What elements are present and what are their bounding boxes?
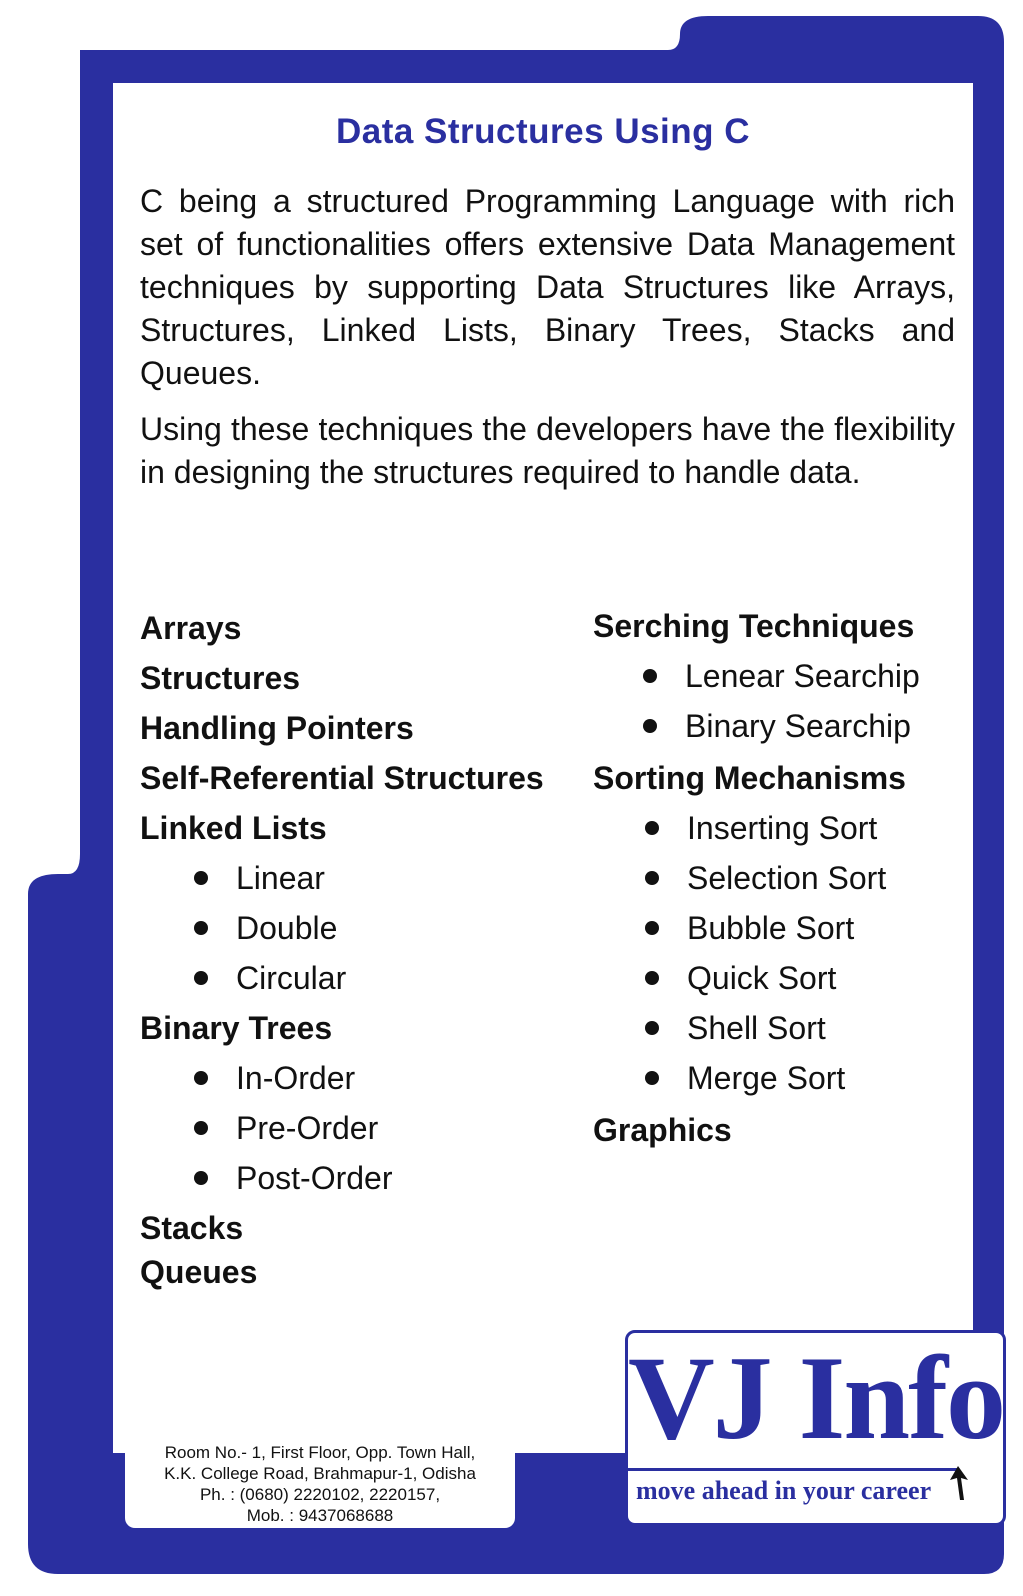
list-item: Binary Searchip — [643, 708, 911, 745]
bullet-icon — [645, 821, 659, 835]
list-item: Inserting Sort — [645, 810, 877, 847]
logo: VJ Info — [628, 1331, 1005, 1464]
intro-paragraph-1: C being a structured Programming Language with rich set of functionalities offers extensive Data Management techniques by supporting Data Structures like Arrays, Structures, Linked Lists, Binary Trees, Stacks and Queues. — [140, 183, 955, 391]
list-item: Post-Order — [194, 1160, 392, 1197]
bullet-icon — [194, 1121, 208, 1135]
bullet-icon — [194, 1171, 208, 1185]
bullet-icon — [194, 871, 208, 885]
logo-divider — [628, 1468, 958, 1471]
address-line: K.K. College Road, Brahmapur-1, Odisha — [164, 1464, 476, 1483]
bullet-icon — [645, 971, 659, 985]
bullet-icon — [645, 871, 659, 885]
list-item: Selection Sort — [645, 860, 886, 897]
mobile-line: Mob. : 9437068688 — [246, 1506, 394, 1525]
list-item: Lenear Searchip — [643, 658, 920, 695]
bullet-icon — [643, 719, 657, 733]
topic-arrays: Arrays — [140, 610, 242, 646]
list-item: In-Order — [194, 1060, 355, 1097]
arrow-up-icon — [948, 1466, 970, 1500]
list-item: Double — [194, 910, 337, 947]
page-title: Data Structures Using C — [335, 112, 751, 151]
bullet-icon — [194, 921, 208, 935]
topic-graphics: Graphics — [593, 1112, 732, 1148]
topic-structures: Structures — [140, 660, 301, 696]
topic-searching: Serching Techniques — [593, 608, 915, 644]
topic-queues: Queues — [140, 1254, 258, 1290]
bullet-icon — [645, 1071, 659, 1085]
list-item: Linear — [194, 860, 325, 897]
list-item: Pre-Order — [194, 1110, 378, 1147]
bullet-icon — [194, 1071, 208, 1085]
bullet-icon — [645, 1021, 659, 1035]
bullet-icon — [194, 971, 208, 985]
bullet-icon — [643, 669, 657, 683]
topic-linked-lists: Linked Lists — [140, 810, 327, 846]
list-item: Shell Sort — [645, 1010, 826, 1047]
address-block — [125, 1442, 515, 1528]
list-item: Quick Sort — [645, 960, 836, 997]
topic-self-referential: Self-Referential Structures — [140, 760, 544, 796]
phone-line: Ph. : (0680) 2220102, 2220157, — [199, 1485, 441, 1504]
bullet-icon — [645, 921, 659, 935]
list-item: Bubble Sort — [645, 910, 854, 947]
topic-binary-trees: Binary Trees — [140, 1010, 333, 1046]
list-item: Merge Sort — [645, 1060, 845, 1097]
topic-stacks: Stacks — [140, 1210, 244, 1246]
address-line: Room No.- 1, First Floor, Opp. Town Hall, — [164, 1443, 476, 1462]
topic-handling-pointers: Handling Pointers — [140, 710, 414, 746]
intro-paragraph-2: Using these techniques the developers have the flexibility in designing the structures required to handle data. — [140, 411, 955, 490]
list-item: Circular — [194, 960, 346, 997]
logo-tagline: move ahead in your career — [636, 1476, 932, 1505]
topic-sorting: Sorting Mechanisms — [593, 760, 906, 796]
